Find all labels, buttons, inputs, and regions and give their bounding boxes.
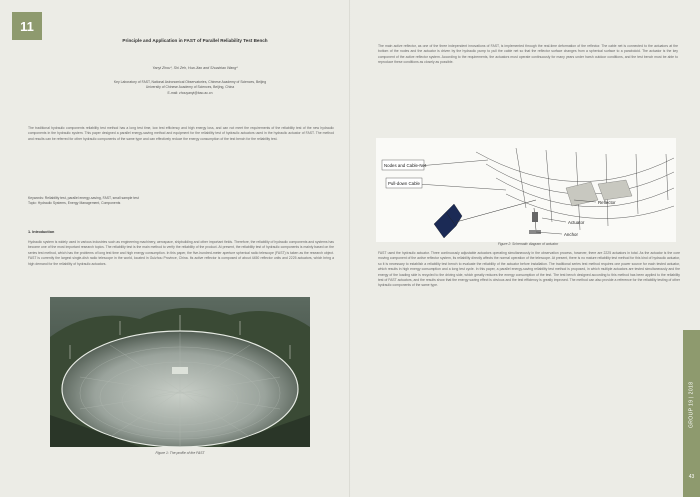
actuator-diagram-figure: [376, 138, 676, 242]
label-reflector: Reflector: [598, 200, 616, 205]
paper-keywords-block: [28, 196, 334, 207]
page-number-badge: 11: [12, 12, 42, 40]
affiliation-line: University of Chinese Academy of Sciences, Beijing, China: [145, 85, 235, 90]
label-pull-down-cable: Pull-down Cable: [388, 181, 420, 186]
paper-title: Principle and Application in FAST of Parallel Reliability Test Bench: [122, 38, 268, 43]
section-heading: 1. Introduction: [28, 230, 55, 234]
right-bottom-paragraph: FAST used the hydraulic actuator. Three continuously adjustable actuators operating simultaneously in the observation process, however, there are 2225 actuators in total. As the actuator is the core moving component of the active reflector system, its reliability directly affects the normal operation of the telescope. At present, there is no mature reliability test method for this kind of hydraulic actuator, so it is necessary to establish a reliability test bench to evaluate the reliability of the actuator before installation. The traditional series test method requires one power source for each tested actuator, which results in high energy consumption and a long test cycle. In this paper, a parallel energy-saving reliability test method is proposed, in which multiple actuators are tested simultaneously and the energy of the loading side is recycled to the driving side, which greatly reduces the energy consumption of the test. The test bench designed according to this method has been applied to the reliability test of FAST actuators, and the results show that the energy saving effect is obvious and the test efficiency is greatly improved. The method can also provide a reference for the reliability testing of other hydraulic components of the same type.: [378, 251, 680, 288]
actuator-schematic: [376, 138, 676, 242]
right-top-paragraph: The main active reflector, as one of the three independent innovations of FAST, is implemented through the real-time deformation of the reflector. The cable net is connected to the actuators at the bottom of the nodes and the actuator is driven by the hydraulic pump to pull the cable net so that the reflector surface changes from a spherical surface to a paraboloid. The actuator is the key component of the active reflector system. According to the requirements, the actuators must operate continuously for many years under harsh outdoor conditions, and the test bench must be able to reproduce these conditions as closely as possible.: [378, 44, 678, 65]
figure1-caption: Figure 1: The profile of the FAST: [155, 451, 205, 455]
label-anchor: Anchor: [564, 232, 578, 237]
fast-photo-figure: [50, 297, 310, 447]
side-tab-label: GROUP 19 | 2018: [688, 381, 695, 429]
page-fold: [349, 0, 351, 497]
fast-telescope-photo: [50, 297, 310, 447]
paper-affiliation: [40, 80, 340, 96]
paper-abstract: The traditional hydraulic components reliability test method has a long test time, low test efficiency and high energy loss, and can not meet the requirements of the reliability test of the new hydraulic components in the hydraulic system. This paper designed a parallel energy-saving method and equipment for the reliability test of hydraulic actuators used in the hydraulic actuator of FAST. The method and results can be referred for other hydraulic components of the same type and can effectively reduce the energy consumption of the test bench for the reliability test.: [28, 126, 334, 141]
affiliation-email: E-mail: zhouyanyi@bao.ac.cn: [167, 90, 213, 95]
side-page-number: 43: [688, 474, 695, 480]
keywords: Keywords: Reliability test, parallel energy-saving, FAST, small sample test: [28, 196, 139, 200]
label-actuator: Actuator: [568, 220, 585, 225]
topics: Topic: Hydraulic Systems, Energy Management, Components: [28, 201, 121, 206]
paper-authors: Yanyi Zhou*, Shi Zeh, Hua Jiao and Shuaixiao Wang*: [152, 66, 238, 70]
intro-paragraph: Hydraulic system is widely used in various industries such as engineering machinery, aerospace, shipbuilding and other important fields. Therefore, the reliability of hydraulic components and systems has become one of the most important research topics. The reliability test is the main method to verify the reliability of the product. At present, the reliability test of hydraulic components is mainly based on the series test method, which has the problems of long test time and high energy consumption. In this paper, the five-hundred-meter aperture spherical radio telescope (FAST) is taken as the research object. FAST is currently the largest single-dish radio telescope in the world, located in Guizhou Province, China. Its active reflector is composed of about 4450 reflector units and 2225 actuators, which bring a high demand for the reliability of hydraulic actuators.: [28, 240, 334, 266]
label-nodes-cables: Nodes and Cable-Net: [384, 163, 427, 168]
affiliation-line: Key Laboratory of FAST, National Astronomical Observatories, Chinese Academy of Sciences, Beijing: [113, 80, 267, 84]
figure2-caption: Figure 2: Schematic diagram of actuator: [497, 242, 559, 246]
